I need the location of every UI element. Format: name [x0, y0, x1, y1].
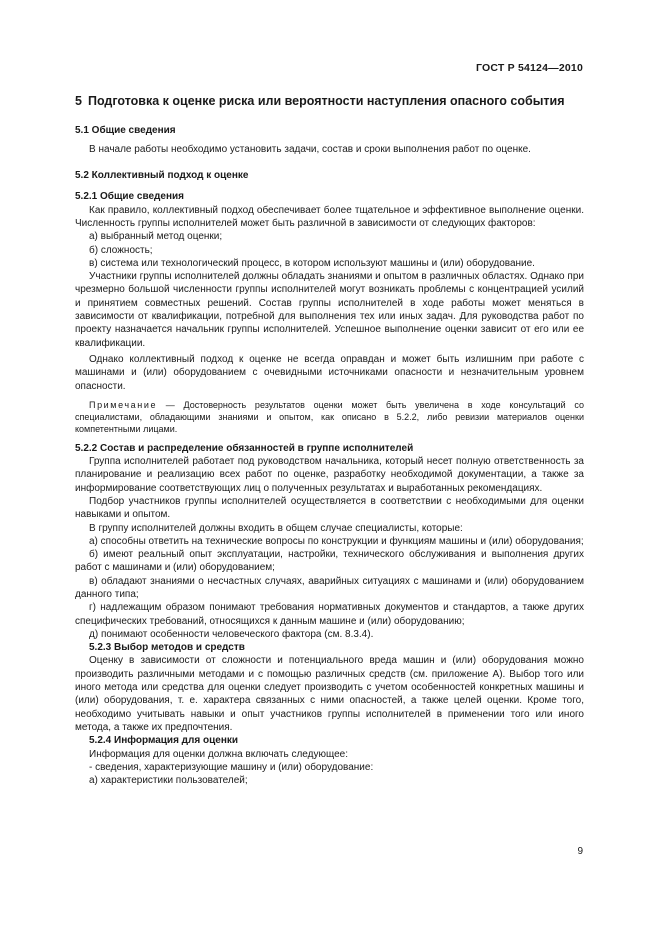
- heading-5-2-3: 5.2.3 Выбор методов и средств: [89, 642, 245, 654]
- list-item: в) обладают знаниями о несчастных случаях, аварийных ситуациях с машинами и (или) оборудованием данного типа;: [75, 575, 584, 600]
- note-label: Примечание: [89, 399, 158, 410]
- note: [75, 399, 584, 436]
- paragraph-5-2-4-2: - сведения, характеризующие машину и (или) оборудование:: [89, 761, 374, 773]
- paragraph-5-2-1-2: Участники группы исполнителей должны обладать знаниями и опытом в различных областях. Однако при чрезмерно большой численности группы исполнителей могут возникать проблемы с концентрацией усилий и принятием совместных решений. Состав группы исполнителей в ходе работы может меняться в зависимости от квалификации, потребной для выполнения тех или иных задач. Для руководства работ по проекту назначается начальник группы исполнителей. Успешное выполнение оценки зависит от его или ее квалификации.: [75, 271, 584, 349]
- standard-designation: ГОСТ Р 54124—2010: [475, 62, 583, 74]
- list-item: а) способны ответить на технические вопросы по конструкции и функциям машины и (или) оборудования;: [89, 535, 584, 547]
- list-item: в) система или технологический процесс, в котором используют машины и (или) оборудование.: [89, 257, 535, 269]
- paragraph-5-2-1-1: Как правило, коллективный подход обеспечивает более тщательное и эффективное выполнение оценки. Численность группы исполнителей может быть различной в зависимости от следующих факторов:: [75, 204, 584, 229]
- paragraph-5-2-1-3: Однако коллективный подход к оценке не всегда оправдан и может быть излишним при работе с машинами и (или) оборудованием с очевидными источниками опасности и незначительным уровнем опасности.: [75, 353, 584, 392]
- section-5-title: [75, 94, 584, 110]
- list-item: г) надлежащим образом понимают требования нормативных документов и стандартов, а также других специфических требований, относящихся к данным машине и (или) оборудованию;: [75, 602, 584, 627]
- section-5-number: 5: [75, 94, 82, 108]
- list-item: б) сложность;: [89, 244, 153, 256]
- list-item: а) выбранный метод оценки;: [89, 231, 223, 243]
- page-number: 9: [577, 846, 583, 857]
- heading-5-2-1: 5.2.1 Общие сведения: [75, 191, 184, 203]
- paragraph-5-2-4-3: а) характеристики пользователей;: [89, 775, 248, 787]
- paragraph-5-2-3-1: Оценку в зависимости от сложности и потенциального вреда машин и (или) оборудования можно производить различными методами и с помощью различных средств (см. приложение А). Выбор того или иного метода или средства для оценки следует производить с учетом особенностей конкретных машины и (или) оборудования, т. е. характера связанных с ними опасностей, а также целей оценки. Кроме того, необходимо учитывать навыки и опыт участников группы исполнителей в применении того или иного метода, а также их предпочтения.: [75, 655, 584, 733]
- heading-5-2-4: 5.2.4 Информация для оценки: [89, 735, 239, 747]
- paragraph-5-2-2-1: Группа исполнителей работает под руководством начальника, который несет полную ответственность за планирование и реализацию всех работ по оценке, разработку необходимой документации, а также за информирование соответствующих лиц о полученных результатах и выработанных рекомендациях.: [75, 456, 584, 494]
- page-content: [75, 94, 584, 787]
- section-5-title-text: Подготовка к оценке риска или вероятности наступления опасного события: [87, 94, 565, 108]
- list-item: б) имеют реальный опыт эксплуатации, настройки, технического обслуживания и выполнения других работ с машинами и (или) оборудованием;: [75, 549, 584, 574]
- paragraph-5-1: В начале работы необходимо установить задачи, состав и сроки выполнения работ по оценке.: [89, 143, 531, 155]
- heading-5-1: 5.1 Общие сведения: [75, 124, 176, 136]
- paragraph-5-2-4-1: Информация для оценки должна включать следующее:: [89, 748, 348, 760]
- note-text: — Достоверность результатов оценки может быть увеличена в ходе консультаций со специалистами, обладающими знаниями и опытом, как описано в 5.2.2, либо ревизии материалов оценки компетентными лицами.: [75, 399, 584, 435]
- list-item: д) понимают особенности человеческого фактора (см. 8.3.4).: [89, 628, 374, 640]
- paragraph-5-2-2-3: В группу исполнителей должны входить в общем случае специалисты, которые:: [89, 522, 463, 534]
- paragraph-5-2-2-2: Подбор участников группы исполнителей осуществляется в соответствии с необходимыми для оценки навыками и опытом.: [75, 495, 584, 521]
- heading-5-2: 5.2 Коллективный подход к оценке: [75, 170, 249, 182]
- heading-5-2-2: 5.2.2 Состав и распределение обязанностей в группе исполнителей: [75, 442, 414, 454]
